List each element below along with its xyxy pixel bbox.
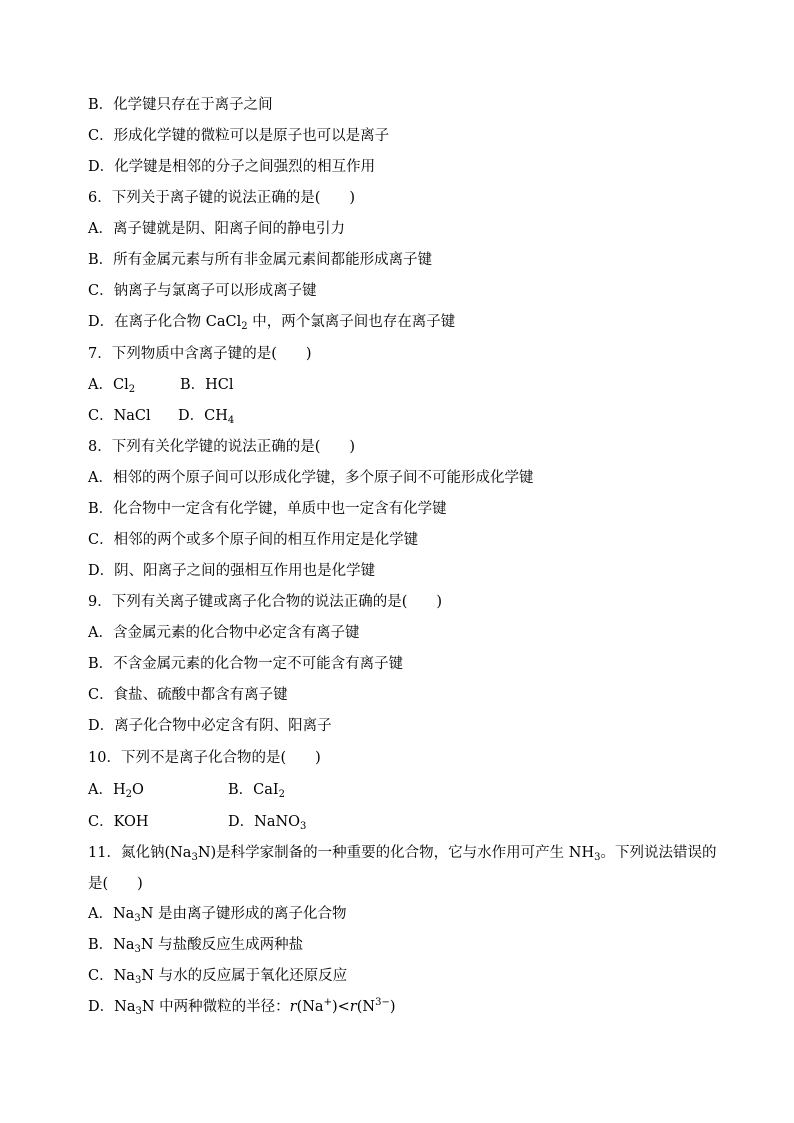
q11-option-d-charge2: 3− <box>375 997 390 1008</box>
q10-option-a-subscript: 2 <box>125 789 132 800</box>
q10-option-c: C．KOH <box>88 814 149 830</box>
q11-option-b <box>88 935 728 955</box>
q11-option-a <box>88 904 728 924</box>
q11-option-d-radius-symbol-1: r <box>289 999 297 1015</box>
q7-option-c: C．NaCl <box>88 408 151 424</box>
q9-stem: 9．下列有关离子键或离子化合物的说法正确的是( ) <box>88 594 443 610</box>
q11-option-d-text: D．Na <box>88 999 136 1015</box>
q11-option-d-ion1: (Na <box>296 999 324 1015</box>
q10-option-a-text: A．H <box>88 782 126 798</box>
q10-option-d <box>228 812 306 832</box>
q11-stem-subscript2: 3 <box>594 852 601 863</box>
q10-option-a <box>88 782 144 798</box>
q11-stem-part2: N)是科学家制备的一种重要的化合物，它与水作用可产生 NH <box>197 845 595 861</box>
q10-option-d-subscript: 3 <box>300 821 307 832</box>
q5-option-b: B．化学键只存在于离子之间 <box>88 97 273 113</box>
q6-stem: 6．下列关于离子键的说法正确的是( ) <box>88 190 356 206</box>
q6-option-c: C．钠离子与氯离子可以形成离子键 <box>88 283 317 299</box>
q7-option-a-text: A．Cl <box>88 377 129 393</box>
q9-option-d: D．离子化合物中必定含有阴、阳离子 <box>88 718 332 734</box>
q11-option-a-text: A．Na <box>88 906 135 922</box>
q8-option-a: A．相邻的两个原子间可以形成化学键，多个原子间不可能形成化学键 <box>88 470 534 486</box>
q6-option-d-text: D．在离子化合物 CaCl <box>88 314 242 330</box>
q10-option-b-subscript: 2 <box>278 789 285 800</box>
q7-option-d-subscript: 4 <box>227 415 235 426</box>
q11-option-d-subscript: 3 <box>135 1006 142 1017</box>
q11-option-d-text-mid: N 中两种微粒的半径： <box>141 999 290 1015</box>
q10-option-b <box>228 780 285 800</box>
q11-option-d-less-than: )< <box>331 999 350 1015</box>
q10-option-d-text: D．NaNO <box>228 814 301 830</box>
q7-option-a <box>88 377 135 393</box>
q11-option-a-text-end: N 是由离子键形成的离子化合物 <box>140 906 347 922</box>
q8-option-d: D．阴、阳离子之间的强相互作用也是化学键 <box>88 563 376 579</box>
q11-option-d-ion2: (N <box>356 999 376 1015</box>
q9-option-b: B．不含金属元素的化合物一定不可能含有离子键 <box>88 656 404 672</box>
q7-option-b: B．HCl <box>180 377 234 393</box>
q11-option-c-text: C．Na <box>88 968 135 984</box>
q10-option-b-text: B．CaI <box>228 782 279 798</box>
q10-options-cd <box>88 812 728 832</box>
q11-option-b-text: B．Na <box>88 937 135 953</box>
q11-option-c-subscript: 3 <box>134 975 142 986</box>
q10-option-a-text-end: O <box>132 782 144 798</box>
q7-options-ab <box>88 375 728 395</box>
q6-option-d-text-end: 中，两个氯离子间也存在离子键 <box>247 314 456 330</box>
q8-option-c: C．相邻的两个或多个原子间的相互作用定是化学键 <box>88 532 419 548</box>
q11-option-d-close: ) <box>389 999 396 1015</box>
q8-stem: 8．下列有关化学键的说法正确的是( ) <box>88 439 356 455</box>
q11-option-d-charge1: + <box>323 997 332 1008</box>
q9-option-a: A．含金属元素的化合物中必定含有离子键 <box>88 625 360 641</box>
q11-stem <box>88 838 720 900</box>
q11-stem-part1: 11．氮化钠(Na <box>88 845 192 861</box>
q11-option-a-subscript: 3 <box>134 913 141 924</box>
q5-option-d: D．化学键是相邻的分子之间强烈的相互作用 <box>88 159 376 175</box>
q9-option-c: C．食盐、硫酸中都含有离子键 <box>88 687 288 703</box>
q10-options-ab <box>88 780 728 800</box>
q7-option-d <box>178 406 234 426</box>
q6-option-a: A．离子键就是阴、阳离子间的静电引力 <box>88 221 345 237</box>
q6-option-b: B．所有金属元素与所有非金属元素间都能形成离子键 <box>88 252 433 268</box>
q11-option-c-text-end: N 与水的反应属于氧化还原反应 <box>141 968 348 984</box>
q11-option-d-radius-symbol-2: r <box>349 999 357 1015</box>
q6-option-d-subscript: 2 <box>241 321 248 332</box>
q11-option-c <box>88 966 728 986</box>
q11-option-d <box>88 997 728 1017</box>
q11-option-b-text-end: N 与盐酸反应生成两种盐 <box>140 937 304 953</box>
q11-option-b-subscript: 3 <box>134 944 141 955</box>
q6-option-d <box>88 312 728 332</box>
q7-stem: 7．下列物质中含离子键的是( ) <box>88 346 312 362</box>
q11-stem-subscript1: 3 <box>191 852 198 863</box>
q7-option-d-text: D．CH <box>178 408 228 424</box>
q10-stem: 10．下列不是离子化合物的是( ) <box>88 750 321 766</box>
q8-option-b: B．化合物中一定含有化学键，单质中也一定含有化学键 <box>88 501 447 517</box>
q5-option-c: C．形成化学键的微粒可以是原子也可以是离子 <box>88 128 390 144</box>
q7-options-cd <box>88 406 728 426</box>
q7-option-a-subscript: 2 <box>128 384 136 395</box>
q11-stem-part3: 。下列说法错误的是( ) <box>88 845 717 892</box>
